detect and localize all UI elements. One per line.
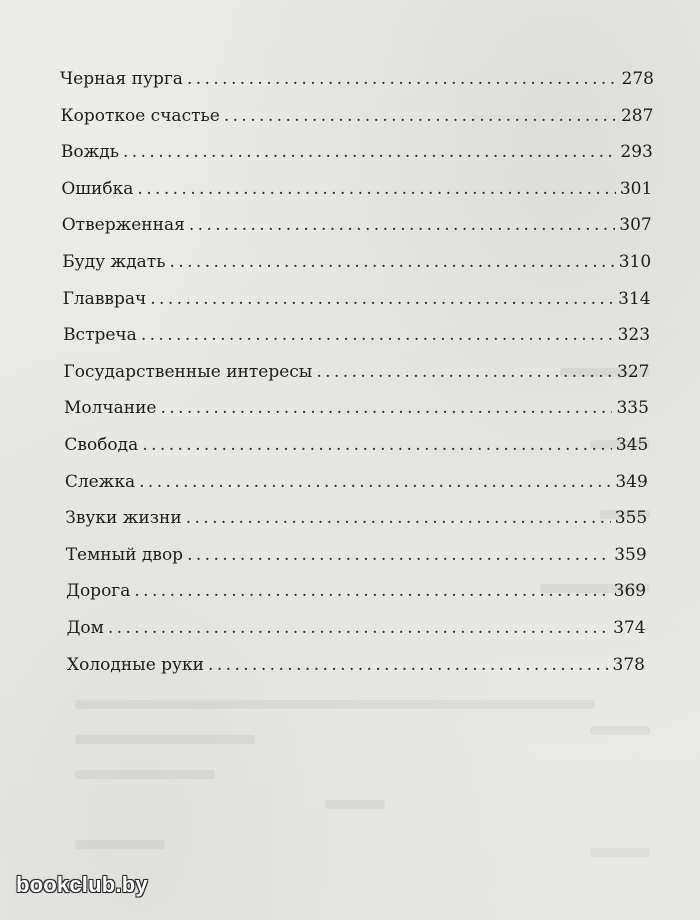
- bleed-through-mark: [590, 848, 650, 857]
- dot-leader: [139, 472, 611, 492]
- toc-entry-page-number: 355: [614, 508, 648, 529]
- bleed-through-mark: [75, 840, 165, 849]
- dot-leader: [160, 398, 612, 418]
- dot-leader: [141, 325, 614, 345]
- toc-entry-page-number: 301: [619, 178, 653, 199]
- bleed-through-mark: [75, 735, 255, 744]
- toc-entry: [0, 316, 700, 353]
- toc-entry-page-number: 293: [620, 142, 653, 163]
- toc-entry-title: Короткое счастье: [60, 105, 220, 126]
- toc-entry-page-number: 349: [615, 471, 648, 492]
- dot-leader: [134, 581, 609, 601]
- toc-entry-page-number: 314: [618, 288, 651, 309]
- bleed-through-mark: [325, 800, 385, 809]
- toc-entry-title: Слежка: [64, 471, 136, 492]
- toc-entry: [0, 572, 700, 609]
- toc-entry-title: Свобода: [64, 434, 139, 455]
- toc-entry-page-number: 378: [612, 654, 645, 675]
- dot-leader: [208, 655, 609, 675]
- toc-entry-title: Буду ждать: [62, 251, 166, 272]
- toc-entry: [0, 646, 700, 683]
- toc-entry: [0, 280, 700, 317]
- toc-entry: [0, 536, 700, 573]
- toc-entry-title: Молчание: [63, 398, 157, 419]
- toc-entry-page-number: 307: [619, 215, 652, 236]
- toc-entry: [0, 499, 700, 536]
- toc-entry-page-number: 310: [618, 251, 652, 272]
- toc-entry: [0, 206, 700, 243]
- toc-entry-page-number: 374: [613, 617, 646, 638]
- dot-leader: [123, 142, 616, 162]
- dot-leader: [142, 435, 612, 455]
- dot-leader: [137, 179, 615, 199]
- toc-entry: [0, 97, 700, 134]
- dot-leader: [150, 289, 614, 309]
- toc-entry-page-number: 323: [617, 325, 651, 346]
- toc-entry-title: Дом: [66, 617, 104, 638]
- toc-entry-page-number: 327: [617, 361, 650, 382]
- toc-entry-title: Государственные интересы: [63, 361, 313, 382]
- toc-entry: [0, 389, 700, 426]
- dot-leader: [224, 106, 617, 126]
- toc-entry-title: Холодные руки: [67, 654, 205, 675]
- dot-leader: [108, 618, 609, 638]
- toc-entry-title: Темный двор: [65, 544, 184, 565]
- table-of-contents: [0, 60, 700, 682]
- dot-leader: [187, 545, 610, 565]
- toc-entry: [0, 243, 700, 280]
- dot-leader: [169, 252, 614, 272]
- toc-entry-title: Главврач: [62, 288, 147, 309]
- toc-entry-page-number: 369: [613, 581, 647, 602]
- toc-entry-title: Звуки жизни: [65, 508, 182, 529]
- toc-entry: [0, 426, 700, 463]
- toc-entry: [0, 353, 700, 390]
- watermark: bookclub.by: [16, 872, 148, 897]
- dot-leader: [186, 508, 611, 528]
- toc-entry: [0, 60, 700, 97]
- toc-entry-page-number: 345: [615, 434, 649, 455]
- toc-entry-title: Встреча: [63, 325, 137, 346]
- toc-entry: [0, 133, 700, 170]
- toc-entry-title: Ошибка: [61, 178, 134, 199]
- toc-entry-title: Черная пурга: [60, 69, 183, 89]
- dot-leader: [316, 362, 613, 382]
- toc-entry-page-number: 278: [621, 69, 654, 89]
- toc-entry-title: Вождь: [60, 142, 119, 163]
- toc-entry: [0, 463, 700, 500]
- toc-entry-title: Отверженная: [61, 215, 185, 236]
- bleed-through-mark: [75, 700, 595, 709]
- toc-entry-title: Дорога: [66, 581, 131, 602]
- dot-leader: [189, 215, 615, 235]
- toc-entry: [0, 170, 700, 207]
- toc-entry-page-number: 335: [616, 398, 649, 419]
- dot-leader: [187, 69, 618, 89]
- bleed-through-mark: [75, 770, 215, 779]
- toc-entry: [0, 609, 700, 646]
- bleed-through-mark: [590, 726, 650, 735]
- toc-entry-page-number: 359: [614, 544, 647, 565]
- toc-entry-page-number: 287: [620, 105, 654, 126]
